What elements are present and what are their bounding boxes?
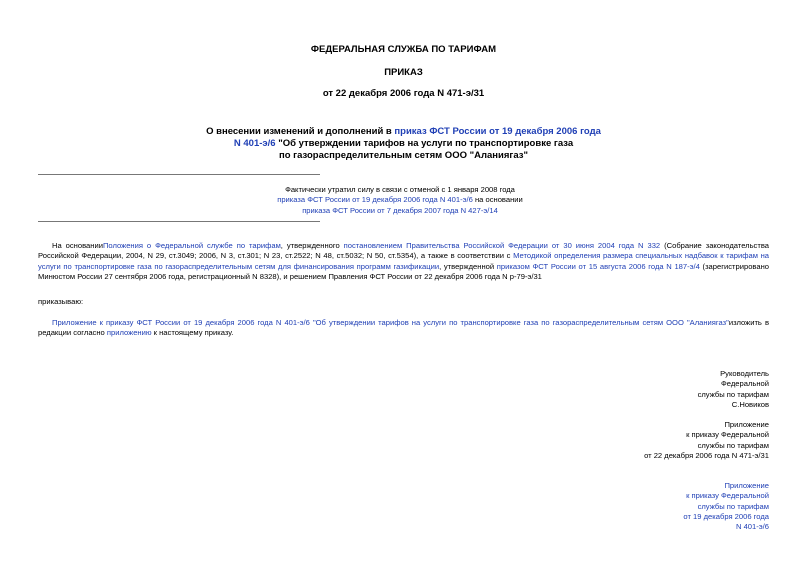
title-rest-1: "Об утверждении тарифов на услуги по транспортировке газа — [275, 138, 574, 149]
p1-text-a: На основании — [52, 241, 103, 250]
status-mid: на основании — [472, 195, 523, 205]
status-line-1: Фактически утратил силу в связи с отменой с 1 января 2008 года — [285, 185, 515, 194]
appendix2-line-2[interactable]: к приказу Федеральной — [686, 491, 769, 501]
title-prefix: О внесении изменений и дополнений в — [206, 126, 395, 137]
body-paragraph-1 — [38, 241, 769, 282]
appendix-line-2: к приказу Федеральной — [686, 430, 769, 440]
p1-text-c: (Собрание законодательства Российской Федерации, 2004, N 29, ст.3049; 2006, N 3, ст.301; N 23, ст.2522; N 48, ст.5032; N 50, ст.5354), а также в соответствии с — [38, 241, 770, 261]
document-date-number: от 22 декабря 2006 года N 471-э/31 — [322, 88, 485, 99]
p2-link-appendix-order[interactable]: Приложение к приказу ФСТ России от 19 декабря 2006 года N 401-э/6 "Об утверждении тарифов на услуги по транспортировке газа по газораспределительным сетям ООО "Аланиягаз" — [52, 318, 729, 327]
body-paragraph-2 — [38, 318, 769, 339]
p1-link-order-187[interactable]: приказом ФСТ России от 15 августа 2006 года N 187-э/4 — [496, 261, 700, 271]
p2-link-appendix[interactable]: приложению — [106, 328, 152, 338]
p2-text-b: к настоящему приказу. — [151, 328, 234, 338]
p1-text-d: , утвержденной — [439, 261, 497, 271]
appendix2-line-5[interactable]: N 401-э/6 — [735, 522, 769, 532]
signature-line-3: службы по тарифам — [697, 389, 769, 399]
divider-top — [38, 174, 320, 175]
appendix2-line-4[interactable]: от 19 декабря 2006 года — [683, 511, 769, 521]
title-link-order[interactable]: приказ ФСТ России от 19 декабря 2006 года — [394, 126, 601, 137]
p1-link-decree[interactable]: постановлением Правительства Российской Федерации от 30 июня 2004 года N 332 — [343, 241, 661, 250]
signature-block — [500, 369, 769, 410]
p1-text-e: (зарегистрировано Минюстом России 27 сентября 2006 года, регистрационный N 8328), и решением Правления ФСТ России от 22 декабря 2006 года N р-79-э/31 — [38, 261, 770, 281]
p1-link-regulation[interactable]: Положения о Федеральной службе по тарифам — [102, 241, 281, 250]
appendix-header — [500, 420, 769, 461]
appendix2-line-3[interactable]: службы по тарифам — [697, 501, 769, 511]
signature-line-1: Руководитель — [720, 369, 769, 378]
title-link-number[interactable]: N 401-э/6 — [233, 138, 276, 149]
status-link-2[interactable]: приказа ФСТ России от 7 декабря 2007 года N 427-э/14 — [302, 205, 498, 215]
appendix-line-4: от 22 декабря 2006 года N 471-э/31 — [644, 450, 769, 460]
appendix-line-1: Приложение — [724, 420, 769, 429]
appendix-link-block[interactable] — [500, 481, 769, 532]
appendix-line-3: службы по тарифам — [697, 440, 769, 450]
signature-line-2: Федеральной — [721, 379, 769, 389]
p1-text-b: , утвержденного — [280, 241, 344, 250]
signature-name: С.Новиков — [731, 399, 769, 409]
order-word: приказываю: — [38, 297, 84, 306]
status-block — [180, 185, 620, 216]
appendix2-line-1[interactable]: Приложение — [724, 481, 769, 490]
status-link-1[interactable]: приказа ФСТ России от 19 декабря 2006 года N 401-э/6 — [277, 195, 473, 205]
agency-name: ФЕДЕРАЛЬНАЯ СЛУЖБА ПО ТАРИФАМ — [310, 44, 497, 55]
p1-link-methodology[interactable]: Методикой определения размера специальных надбавок к тарифам на услуги по транспортировке газа по газораспределительным сетям для финансирования программ газификации — [38, 251, 770, 271]
divider-bottom — [38, 221, 320, 222]
p2-text-a: изложить в редакции согласно — [38, 318, 769, 338]
document-title — [0, 126, 807, 162]
title-rest-2: по газораспределительным сетям ООО "Аланиягаз" — [278, 150, 529, 161]
document-type: ПРИКАЗ — [384, 67, 423, 78]
